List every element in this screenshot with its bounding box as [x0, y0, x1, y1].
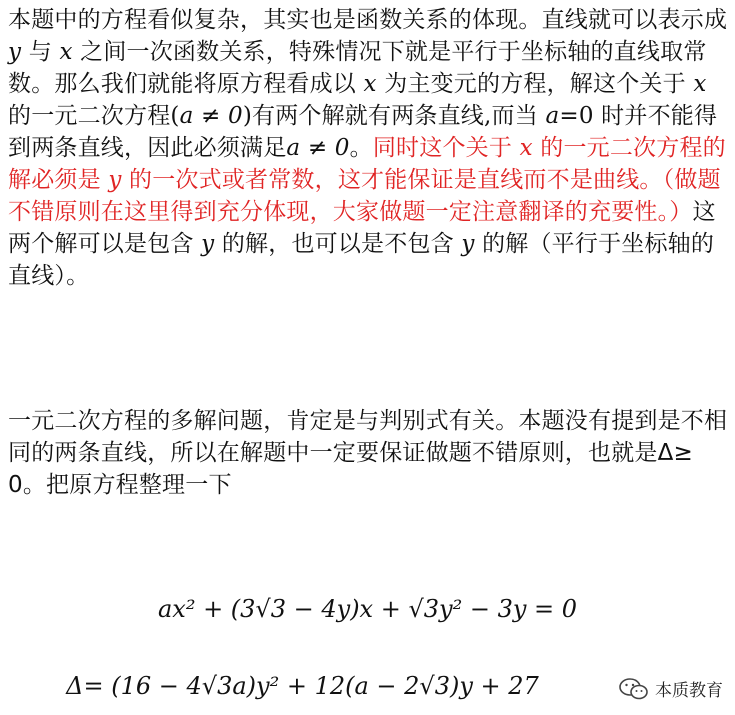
- text-segment: =0 时并不能得到两条直线，因此必须满足: [8, 103, 718, 161]
- equation-text: Δ= (16 − 4√3a)y² + 12(a − 2√3)y + 27: [66, 672, 539, 700]
- text-segment: 。: [349, 135, 373, 161]
- watermark-text: 本质教育: [655, 681, 723, 701]
- highlight-text: 的一元二次方程的解必须是: [8, 135, 726, 193]
- math-var-x: x: [693, 71, 707, 97]
- math-condition: a ≠ 0: [179, 103, 243, 129]
- text-segment: 的一元二次方程(: [8, 103, 180, 129]
- paragraph-2: [8, 405, 728, 501]
- math-condition: Δ≥ 0: [8, 440, 694, 498]
- math-var-y: y: [8, 39, 22, 65]
- highlight-text: 同时这个关于: [372, 135, 520, 161]
- text-segment: 本题中的方程看似复杂，其实也是函数关系的体现。直线就可以表示成: [8, 7, 728, 33]
- math-var-x: x: [59, 39, 73, 65]
- text-segment: 的解，也可以是不包含: [214, 231, 462, 257]
- wechat-icon: [619, 677, 649, 701]
- math-var-y: y: [108, 167, 122, 193]
- math-var-a: a: [545, 103, 560, 129]
- text-segment: 一元二次方程的多解问题，肯定是与判别式有关。本题没有提到是不相同的两条直线，所以在解题中一定要保证做题不错原则，也就是: [8, 408, 728, 466]
- equation-discriminant: [0, 672, 670, 700]
- text-segment: 为主变元的方程，解这个关于: [376, 71, 694, 97]
- math-var-y: y: [201, 231, 215, 257]
- equation-original: [0, 595, 735, 623]
- text-segment: 的解（平行于坐标轴的直线）。: [8, 231, 715, 289]
- math-var-x: x: [363, 71, 377, 97]
- equation-text: ax² + (3√3 − 4y)x + √3y² − 3y = 0: [157, 595, 578, 623]
- text-segment: 。把原方程整理一下: [22, 472, 232, 498]
- text-segment: 这两个解可以是包含: [8, 199, 716, 257]
- paragraph-1: [8, 4, 728, 292]
- math-condition: a ≠ 0: [286, 135, 350, 161]
- math-var-x: x: [519, 135, 533, 161]
- text-segment: 与: [21, 39, 60, 65]
- watermark: [619, 676, 723, 701]
- text-segment: )有两个解就有两条直线,而当: [242, 103, 546, 129]
- math-var-y: y: [461, 231, 475, 257]
- text-segment: 之间一次函数关系，特殊情况下就是平行于坐标轴的直线取常数。那么我们就能将原方程看成以: [8, 39, 707, 97]
- highlight-text: 的一次式或者常数，这才能保证是直线而不是曲线。（做题不错原则在这里得到充分体现，大家做题一定注意翻译的充要性。）: [8, 167, 721, 225]
